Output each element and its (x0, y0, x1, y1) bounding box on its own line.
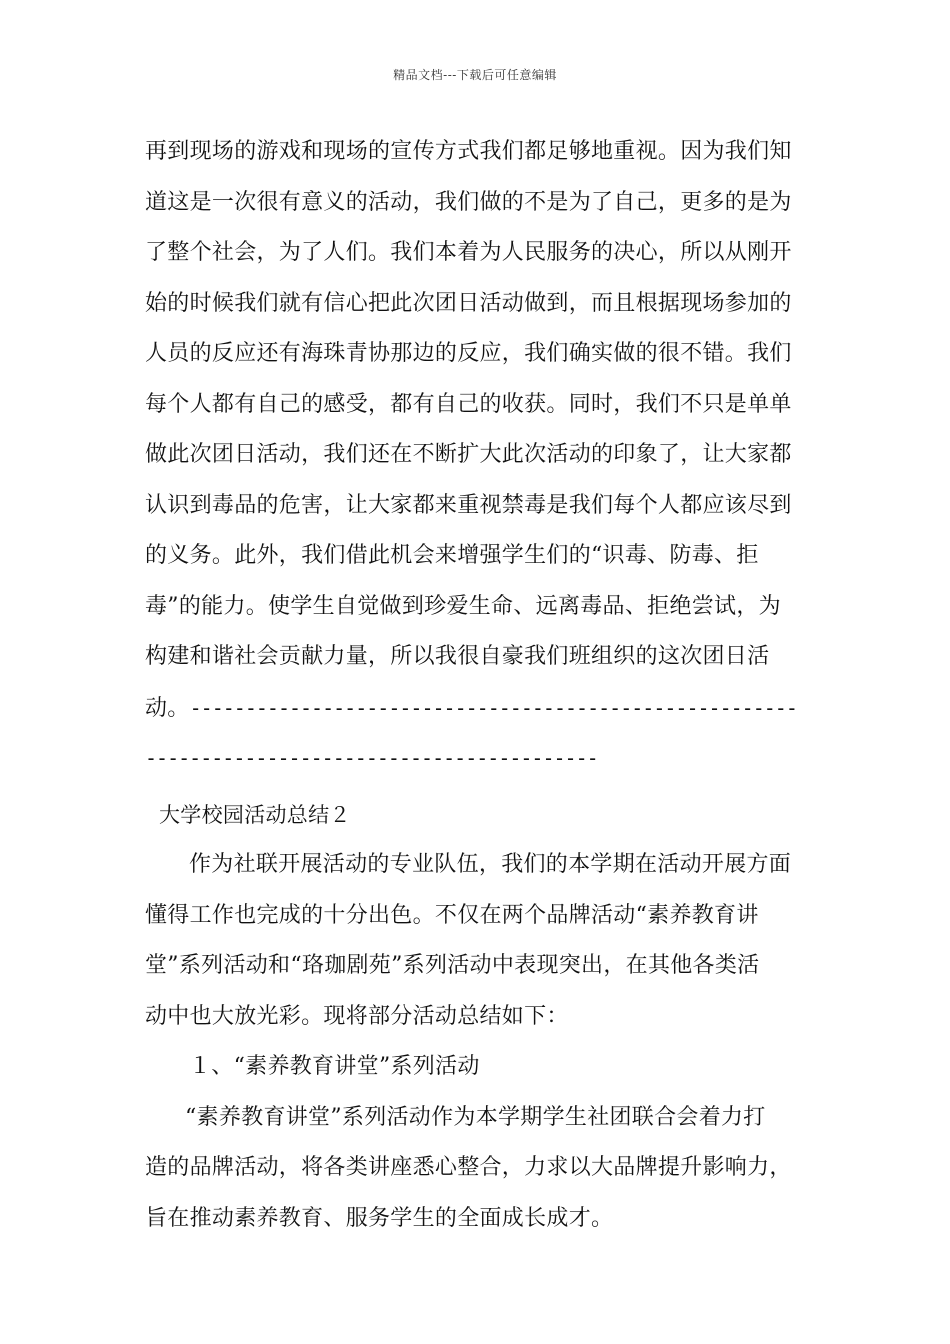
subheading: １、“素养教育讲堂”系列活动 (189, 1054, 480, 1079)
text-line: 认识到毒品的危害，让大家都来重视禁毒是我们每个人都应该尽到 (145, 492, 792, 518)
text-line: “素养教育讲堂”系列活动作为本学期学生社团联合会着力打 (185, 1104, 766, 1130)
text-line-with-separator (145, 683, 807, 734)
text-line: 的义务。此外，我们借此机会来增强学生们的“识毒、防毒、拒 (145, 543, 759, 568)
text-line: 毒”的能力。使学生自觉做到珍爱生命、远离毒品、拒绝尝试，为 (145, 593, 781, 619)
text-line: 构建和谐社会贡献力量，所以我很自豪我们班组织的这次团日活 (145, 644, 770, 669)
text-line: 堂”系列活动和“珞珈剧苑”系列活动中表现突出，在其他各类活 (145, 953, 760, 978)
document-body (145, 127, 807, 1244)
text-line-end: 动。 (145, 695, 190, 721)
page-header-watermark: 精品文档---下载后可任意编辑 (393, 68, 557, 82)
text-line: 道这是一次很有意义的活动，我们做的不是为了自己，更多的是为 (145, 189, 792, 215)
separator-line (145, 733, 807, 784)
separator-dashes: ----------------------------------------- (145, 746, 598, 770)
text-line: 动中也大放光彩。现将部分活动总结如下： (145, 1003, 569, 1029)
text-line: 始的时候我们就有信心把此次团日活动做到，而且根据现场参加的 (145, 290, 792, 316)
text-line: 造的品牌活动，将各类讲座悉心整合，力求以大品牌提升影响力， (145, 1155, 792, 1180)
paragraph-continuation (145, 127, 807, 784)
separator-dashes: ------------------------------------------------------- (189, 695, 797, 720)
text-line: 做此次团日活动，我们还在不断扩大此次活动的印象了，让大家都 (145, 442, 792, 467)
section-2 (145, 790, 807, 1245)
text-line: 了整个社会，为了人们。我们本着为人民服务的决心，所以从刚开 (145, 240, 792, 265)
text-line: 每个人都有自己的感受，都有自己的收获。同时，我们不只是单单 (145, 391, 792, 417)
section-title: 大学校园活动总结２ (159, 802, 351, 827)
text-line: 作为社联开展活动的专业队伍，我们的本学期在活动开展方面 (189, 852, 792, 877)
text-line: 旨在推动素养教育、服务学生的全面成长成才。 (145, 1205, 614, 1231)
text-line: 再到现场的游戏和现场的宣传方式我们都足够地重视。因为我们知 (145, 139, 792, 164)
text-line: 人员的反应还有海珠青协那边的反应，我们确实做的很不错。我们 (145, 341, 792, 366)
text-line: 懂得工作也完成的十分出色。不仅在两个品牌活动“素养教育讲 (145, 902, 759, 928)
